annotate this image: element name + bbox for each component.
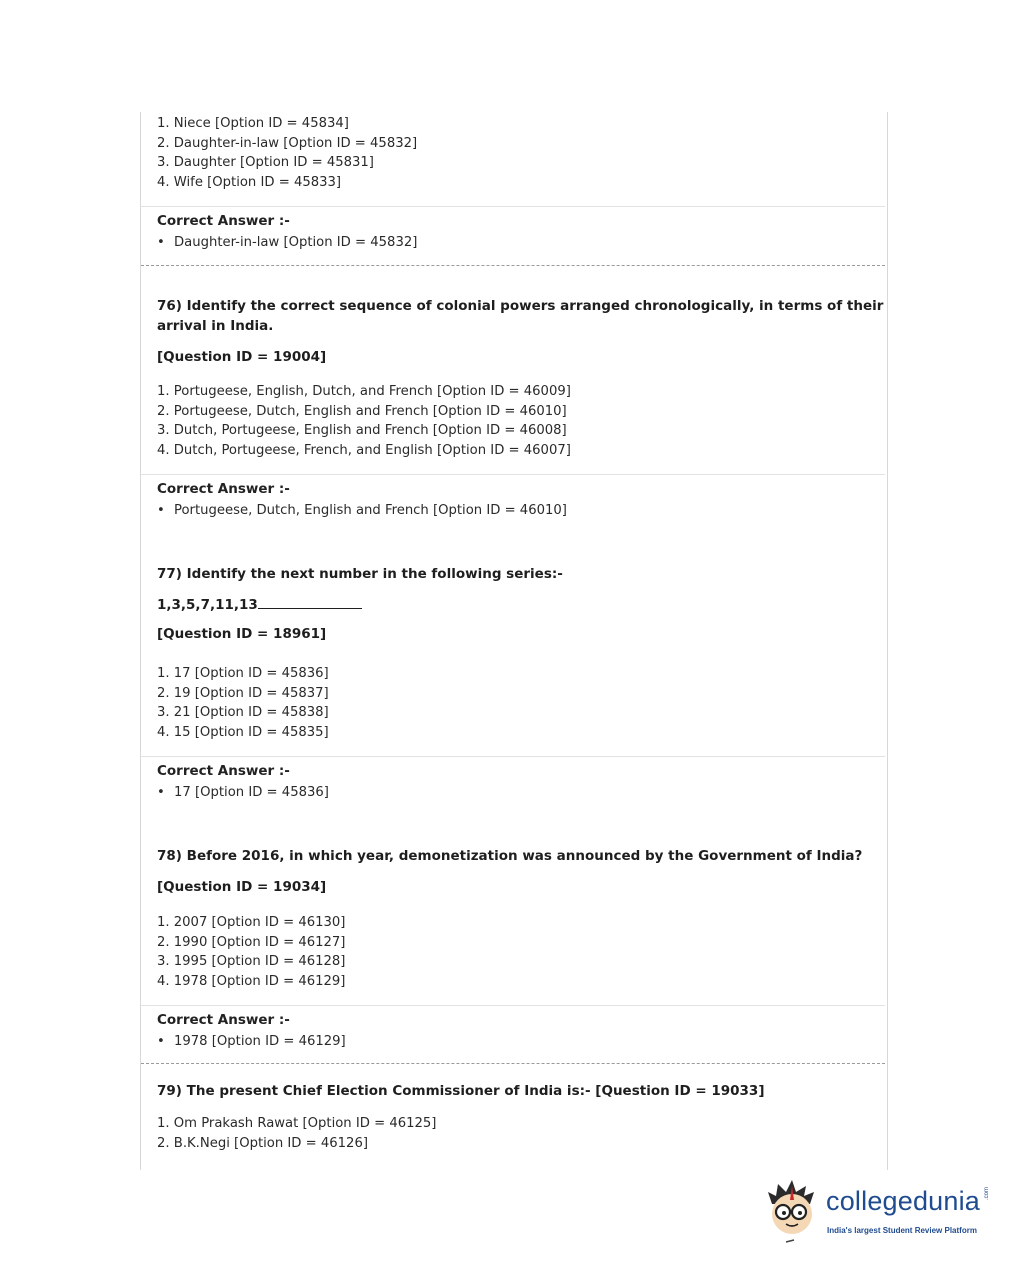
- prev-question-options: [141, 114, 901, 192]
- question-id: [Question ID = 19034]: [157, 879, 327, 895]
- mascot-icon: [764, 1178, 826, 1246]
- correct-answer-label: Correct Answer :-: [157, 1012, 290, 1028]
- option-item: 2. B.K.Negi [Option ID = 46126]: [157, 1135, 368, 1151]
- question-divider: [141, 1063, 885, 1064]
- option-item: 1. Om Prakash Rawat [Option ID = 46125]: [157, 1116, 437, 1131]
- divider: [141, 756, 885, 757]
- question-78: [141, 846, 901, 895]
- divider: [141, 1005, 885, 1006]
- option-item: 2. Daughter-in-law [Option ID = 45832]: [157, 135, 418, 151]
- option-item: 4. Wife [Option ID = 45833]: [157, 174, 342, 190]
- bullet-icon: •: [157, 503, 165, 518]
- correct-answer-label: Correct Answer :-: [157, 213, 290, 229]
- correct-answer-item: • Daughter-in-law [Option ID = 45832]: [157, 233, 901, 253]
- option-item: 1. 17 [Option ID = 45836]: [157, 666, 329, 681]
- divider: [141, 474, 885, 475]
- question-text: 76) Identify the correct sequence of colonial powers arranged chronologically, in terms of their: [157, 298, 884, 314]
- option-item: 4. Dutch, Portugeese, French, and English [Option ID = 46007]: [157, 442, 571, 458]
- answer-blank: [258, 608, 362, 609]
- bullet-icon: •: [157, 785, 165, 800]
- question-text: 79) The present Chief Election Commissioner of India is:- [Question ID = 19033]: [157, 1083, 765, 1099]
- question-76-options: [141, 382, 901, 460]
- correct-answer-item: • Portugeese, Dutch, English and French [Option ID = 46010]: [157, 501, 901, 521]
- question-text: arrival in India.: [157, 318, 274, 334]
- question-divider: [141, 265, 885, 266]
- correct-answer-item: • 1978 [Option ID = 46129]: [157, 1032, 901, 1052]
- question-76: [141, 296, 901, 365]
- option-item: 3. Daughter [Option ID = 45831]: [157, 155, 374, 170]
- question-79: [141, 1081, 901, 1101]
- question-text: 78) Before 2016, in which year, demonetization was announced by the Government of India?: [157, 848, 863, 864]
- bullet-icon: •: [157, 1034, 165, 1049]
- brand-tagline: India's largest Student Review Platform: [827, 1226, 977, 1235]
- divider: [141, 206, 885, 207]
- brand-name: collegedunia: [826, 1186, 981, 1216]
- option-item: 3. Dutch, Portugeese, English and French [Option ID = 46008]: [157, 423, 567, 438]
- question-text: 77) Identify the next number in the following series:-: [157, 566, 563, 582]
- correct-answer-label: Correct Answer :-: [157, 763, 290, 779]
- q78-correct-answer: [141, 1012, 901, 1052]
- option-item: 4. 1978 [Option ID = 46129]: [157, 973, 346, 989]
- option-item: 1. Niece [Option ID = 45834]: [157, 116, 349, 131]
- brand-suffix: .com: [984, 1186, 990, 1200]
- option-item: 4. 15 [Option ID = 45835]: [157, 724, 329, 740]
- correct-answer-label: Correct Answer :-: [157, 481, 290, 497]
- question-77-options: [141, 664, 901, 742]
- option-item: 3. 21 [Option ID = 45838]: [157, 705, 329, 720]
- series-text: 1,3,5,7,11,13: [157, 597, 901, 613]
- option-item: 2. Portugeese, Dutch, English and French [Option ID = 46010]: [157, 403, 567, 419]
- option-item: 3. 1995 [Option ID = 46128]: [157, 954, 346, 969]
- question-79-options: [141, 1114, 901, 1153]
- question-id: [Question ID = 19004]: [157, 349, 327, 365]
- option-item: 2. 19 [Option ID = 45837]: [157, 685, 329, 701]
- question-77: [141, 564, 901, 642]
- correct-answer-item: • 17 [Option ID = 45836]: [157, 783, 901, 803]
- bullet-icon: •: [157, 235, 165, 250]
- q77-correct-answer: [141, 763, 901, 803]
- question-id: [Question ID = 18961]: [157, 626, 327, 642]
- option-item: 1. Portugeese, English, Dutch, and French [Option ID = 46009]: [157, 384, 571, 399]
- q76-correct-answer: [141, 481, 901, 521]
- question-78-options: [141, 913, 901, 991]
- collegedunia-logo: [764, 1178, 994, 1248]
- option-item: 1. 2007 [Option ID = 46130]: [157, 915, 346, 930]
- option-item: 2. 1990 [Option ID = 46127]: [157, 934, 346, 950]
- prev-correct-answer: [141, 213, 901, 253]
